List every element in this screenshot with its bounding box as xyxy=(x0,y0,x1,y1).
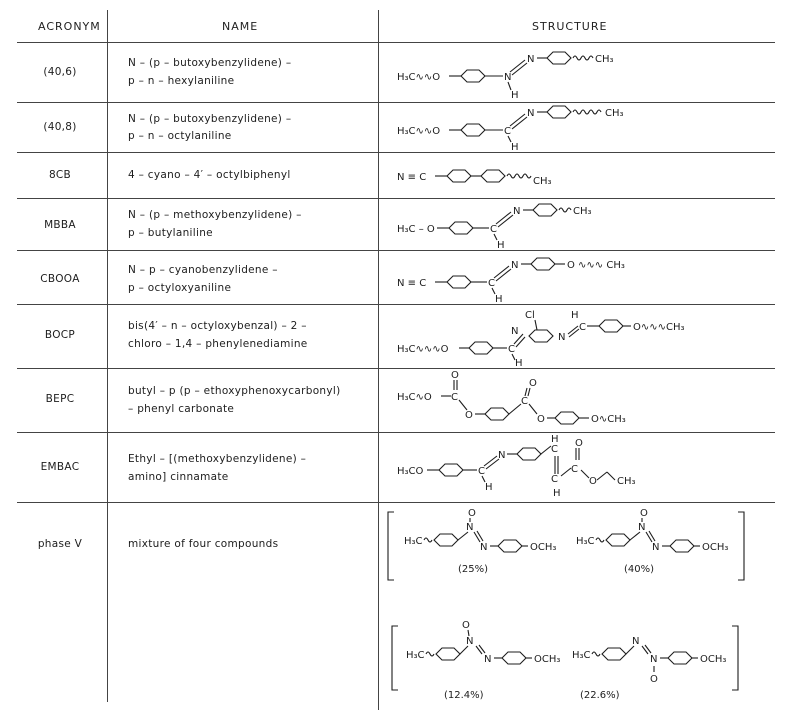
formula-right: OCH₃ xyxy=(534,654,561,665)
formula-right: O ∿∿∿ CH₃ xyxy=(567,260,625,271)
formula-left: H₃C xyxy=(572,650,591,661)
h-label: H xyxy=(571,310,579,321)
name-line: p – n – hexylaniline xyxy=(128,75,235,87)
h-label: H xyxy=(511,142,519,153)
percentage-label: (22.6%) xyxy=(580,690,620,701)
o-label: O xyxy=(640,508,648,519)
row-divider xyxy=(17,432,775,433)
header-structure: STRUCTURE xyxy=(532,20,608,33)
h-label: H xyxy=(551,434,559,445)
h-label: H xyxy=(515,358,523,369)
svg-text:C: C xyxy=(451,392,458,403)
o-label: O xyxy=(529,378,537,389)
row-divider xyxy=(17,198,775,199)
header-rule xyxy=(17,42,775,43)
name-line: p – n – octylaniline xyxy=(128,130,232,142)
row-divider xyxy=(17,502,775,503)
o-label: O xyxy=(451,370,459,381)
acronym-cell: CBOOA xyxy=(40,273,80,285)
n-label: N xyxy=(504,72,512,83)
acronym-cell: (40,8) xyxy=(43,121,77,133)
column-divider xyxy=(378,10,379,710)
structure-cbooa xyxy=(385,252,715,304)
n-label: N xyxy=(652,542,660,553)
svg-text:C: C xyxy=(579,322,586,333)
acronym-cell: MBBA xyxy=(44,219,76,231)
n-label: N xyxy=(484,654,492,665)
o-label: O xyxy=(537,414,545,425)
formula-left: H₃C∿∿O xyxy=(397,72,441,83)
row-divider xyxy=(17,368,775,369)
n-label: N xyxy=(498,450,506,461)
mixture-group-top xyxy=(384,506,754,592)
name-line: bis(4′ – n – octyloxybenzal) – 2 – xyxy=(128,320,307,332)
n-label: N xyxy=(480,542,488,553)
row-divider xyxy=(17,152,775,153)
name-line: N – (p – butoxybenzylidene) – xyxy=(128,113,292,125)
acronym-cell: BEPC xyxy=(45,393,75,405)
formula-left: H₃C∿∿O xyxy=(397,126,441,137)
structure-bocp xyxy=(385,306,725,368)
row-divider xyxy=(17,102,775,103)
o-label: O xyxy=(465,410,473,421)
formula-right: CH₃ xyxy=(573,206,592,217)
svg-text:C: C xyxy=(478,466,485,477)
structure-4o8 xyxy=(385,104,715,152)
formula-right: CH₃ xyxy=(605,108,624,119)
h-label: H xyxy=(511,90,519,101)
svg-text:C: C xyxy=(571,464,578,475)
n-label: N xyxy=(527,54,535,65)
name-line: N – p – cyanobenzylidene – xyxy=(128,264,278,276)
svg-text:C: C xyxy=(504,126,511,137)
n-label: N xyxy=(527,108,535,119)
formula-left: H₃C xyxy=(404,536,423,547)
percentage-label: (25%) xyxy=(458,564,489,575)
svg-text:C: C xyxy=(490,224,497,235)
percentage-label: (12.4%) xyxy=(444,690,484,701)
formula-right: OCH₃ xyxy=(702,542,729,553)
n-label: N xyxy=(466,522,474,533)
svg-text:C: C xyxy=(488,278,495,289)
name-line: amino] cinnamate xyxy=(128,471,229,483)
cl-label: Cl xyxy=(525,310,535,321)
formula-right: OCH₃ xyxy=(700,654,727,665)
name-line: p – octyloxyaniline xyxy=(128,282,232,294)
acronym-cell: (40,6) xyxy=(43,66,77,78)
name-line: chloro – 1,4 – phenylenediamine xyxy=(128,338,308,350)
n-label: N xyxy=(513,206,521,217)
structure-bepc xyxy=(385,370,715,432)
structure-8cb xyxy=(385,156,715,196)
n-label: N xyxy=(638,522,646,533)
header-acronym: ACRONYM xyxy=(38,20,101,33)
h-label: H xyxy=(485,482,493,493)
mixture-group-bottom xyxy=(384,612,754,702)
n-label: N xyxy=(632,636,640,647)
h-label: H xyxy=(497,240,505,251)
formula-left: N ≡ C xyxy=(397,172,427,183)
formula-right: CH₃ xyxy=(595,54,614,65)
header-name: NAME xyxy=(222,20,259,33)
structure-4o6 xyxy=(385,46,715,100)
structure-mbba xyxy=(385,200,715,250)
svg-text:C: C xyxy=(551,474,558,485)
acronym-cell: 8CB xyxy=(48,169,72,181)
h-label: H xyxy=(553,488,561,499)
n-label: N xyxy=(511,260,519,271)
formula-left: H₃C∿∿∿O xyxy=(397,344,449,355)
name-line: 4 – cyano – 4′ – octylbiphenyl xyxy=(128,169,291,181)
n-label: N xyxy=(650,654,658,665)
n-label: N xyxy=(558,332,566,343)
formula-right: CH₃ xyxy=(617,476,636,487)
n-label: N xyxy=(511,326,519,337)
name-line: Ethyl – [(methoxybenzylidene) – xyxy=(128,453,307,465)
formula-right: O∿∿∿CH₃ xyxy=(633,322,685,333)
h-label: H xyxy=(495,294,503,305)
acronym-cell: BOCP xyxy=(44,329,76,341)
structure-embac xyxy=(385,434,715,502)
formula-right: O∿CH₃ xyxy=(591,414,626,425)
svg-text:C: C xyxy=(551,444,558,455)
name-line: p – butylaniline xyxy=(128,227,213,239)
percentage-label: (40%) xyxy=(624,564,655,575)
name-line: mixture of four compounds xyxy=(128,538,279,550)
row-divider xyxy=(17,250,775,251)
formula-right: CH₃ xyxy=(533,176,552,187)
formula-left: H₃C∿O xyxy=(397,392,432,403)
o-label: O xyxy=(468,508,476,519)
o-label: O xyxy=(650,674,658,685)
column-divider xyxy=(107,10,108,702)
acronym-cell: EMBAC xyxy=(40,461,80,473)
formula-left: H₃CO xyxy=(397,466,424,477)
name-line: – phenyl carbonate xyxy=(128,403,235,415)
row-divider xyxy=(17,304,775,305)
o-label: O xyxy=(589,476,597,487)
svg-text:C: C xyxy=(508,344,515,355)
svg-text:C: C xyxy=(521,396,528,407)
name-line: N – (p – butoxybenzylidene) – xyxy=(128,57,292,69)
formula-left: N ≡ C xyxy=(397,278,427,289)
formula-left: H₃C – O xyxy=(397,224,435,235)
name-line: N – (p – methoxybenzylidene) – xyxy=(128,209,302,221)
name-line: butyl – p (p – ethoxyphenoxycarbonyl) xyxy=(128,385,341,397)
o-label: O xyxy=(462,620,470,631)
formula-left: H₃C xyxy=(406,650,425,661)
n-label: N xyxy=(466,636,474,647)
o-label: O xyxy=(575,438,583,449)
acronym-cell: phase V xyxy=(37,538,83,550)
formula-left: H₃C xyxy=(576,536,595,547)
formula-right: OCH₃ xyxy=(530,542,557,553)
